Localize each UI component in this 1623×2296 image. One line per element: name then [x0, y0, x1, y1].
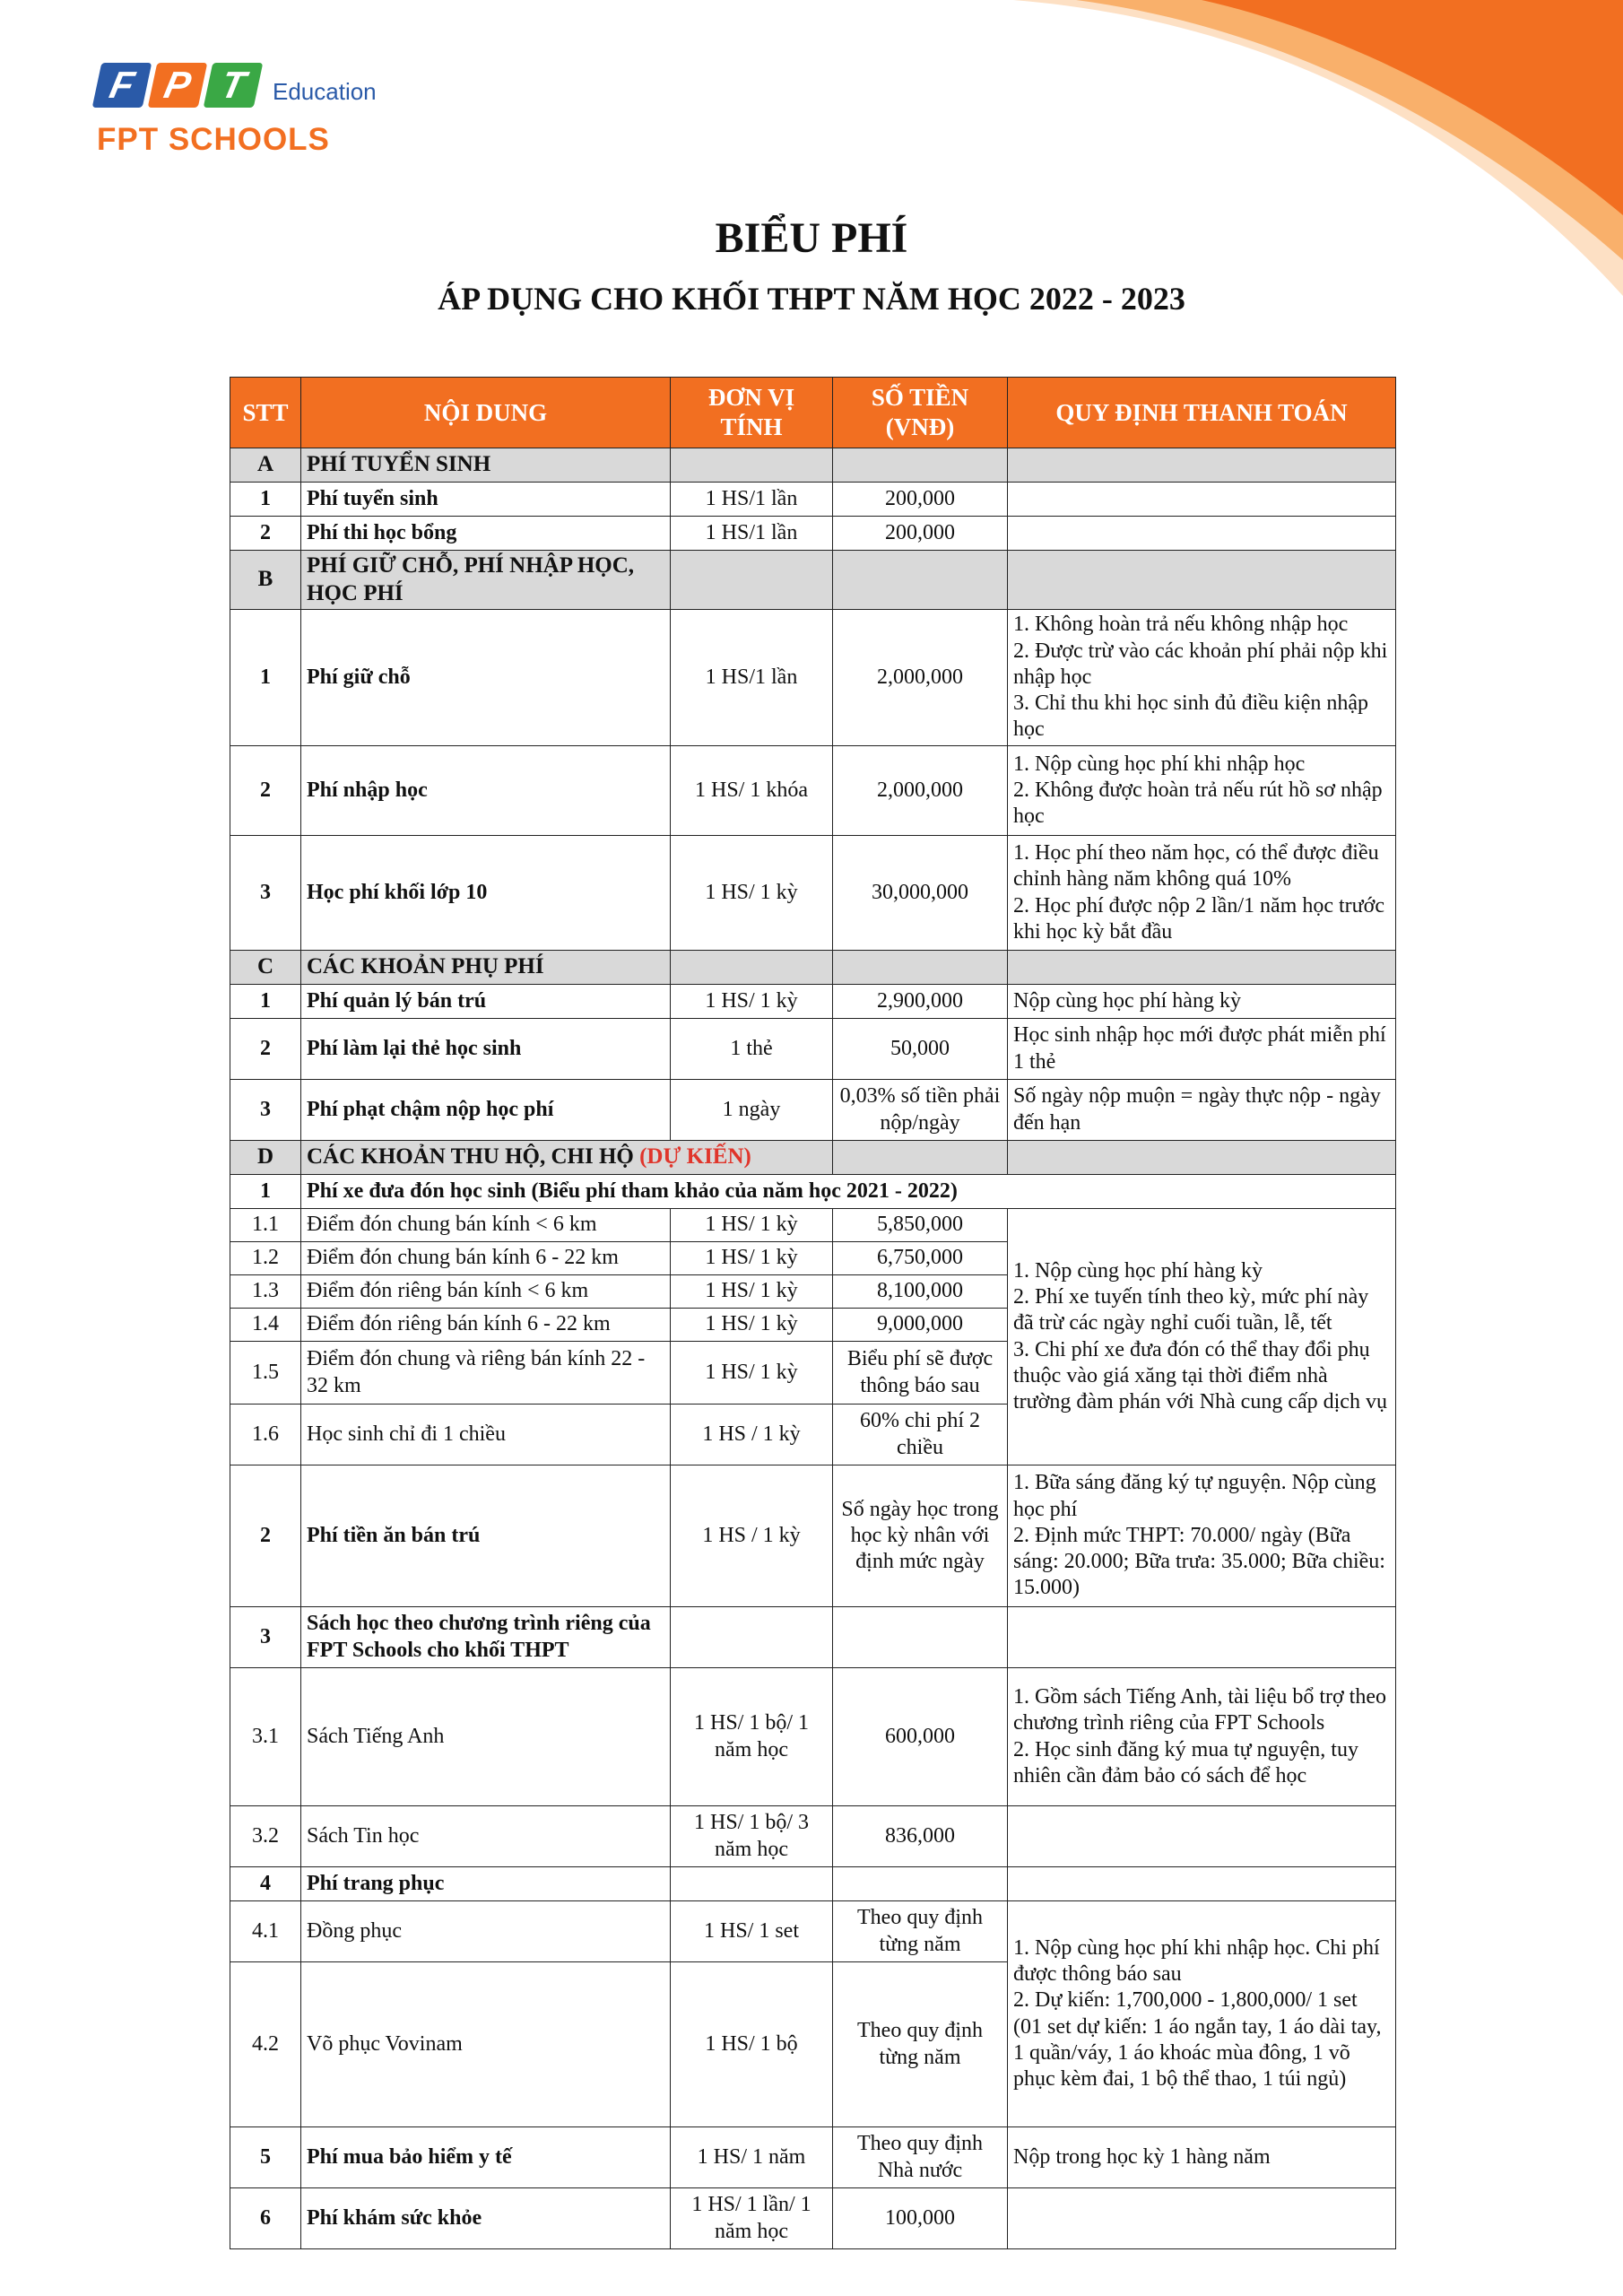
row-name: Sách Tiếng Anh — [301, 1668, 671, 1806]
rule-line: 1. Gồm sách Tiếng Anh, tài liệu bổ trợ theo chương trình riêng của FPT Schools — [1013, 1684, 1387, 1735]
row-stt: 1.1 — [230, 1209, 301, 1242]
rule-line: 2. Học sinh đăng ký mua tự nguyện, tuy nhiên cần đảm bảo có sách để học — [1013, 1737, 1358, 1787]
row-name: Học sinh chỉ đi 1 chiều — [301, 1405, 671, 1465]
row-stt: 4.1 — [230, 1901, 301, 1962]
row-name: Phí phạt chậm nộp học phí — [301, 1080, 671, 1141]
row-amount: 6,750,000 — [833, 1242, 1008, 1275]
logo-letter-t: T — [204, 63, 264, 108]
row-name: Phí làm lại thẻ học sinh — [301, 1019, 671, 1080]
row-rule: Số ngày nộp muộn = ngày thực nộp - ngày đến hạn — [1008, 1080, 1396, 1141]
row-stt: 2 — [230, 1465, 301, 1607]
row-name: Phí trang phục — [301, 1867, 671, 1901]
rule-line: 2. Học phí được nộp 2 lần/1 năm học trước khi học kỳ bắt đầu — [1013, 893, 1384, 944]
section-name: PHÍ GIỮ CHỖ, PHÍ NHẬP HỌC, HỌC PHÍ — [301, 551, 671, 610]
row-rule — [1008, 610, 1396, 746]
row-unit: 1 HS/1 lần — [671, 610, 833, 746]
row-unit: 1 HS/ 1 kỳ — [671, 1209, 833, 1242]
section-name: CÁC KHOẢN PHỤ PHÍ — [301, 951, 671, 985]
section-name — [301, 1141, 833, 1175]
table-row — [230, 836, 1396, 951]
row-name: Điểm đón riêng bán kính 6 - 22 km — [301, 1309, 671, 1342]
rule-line: 1. Nộp cùng học phí hàng kỳ — [1013, 1258, 1263, 1283]
rule-line: 1. Học phí theo năm học, có thể được điều chỉnh hàng năm không quá 10% — [1013, 840, 1379, 891]
row-amount: 5,850,000 — [833, 1209, 1008, 1242]
row-unit: 1 HS / 1 kỳ — [671, 1465, 833, 1607]
row-unit: 1 HS/ 1 kỳ — [671, 1309, 833, 1342]
row-name: Phí quản lý bán trú — [301, 985, 671, 1019]
row-amount: 9,000,000 — [833, 1309, 1008, 1342]
table-row — [230, 1867, 1396, 1901]
row-unit: 1 ngày — [671, 1080, 833, 1141]
table-row — [230, 483, 1396, 517]
row-name: Võ phục Vovinam — [301, 1962, 671, 2127]
table-header-row — [230, 378, 1396, 448]
row-stt: 3.1 — [230, 1668, 301, 1806]
row-name: Phí thi học bổng — [301, 517, 671, 551]
row-name: Phí mua bảo hiểm y tế — [301, 2127, 671, 2188]
row-name: Điểm đón chung bán kính < 6 km — [301, 1209, 671, 1242]
row-stt: 1.5 — [230, 1342, 301, 1405]
corner-decoration — [0, 0, 1623, 377]
section-stt: B — [230, 551, 301, 610]
table-row — [230, 1607, 1396, 1668]
row-amount: 30,000,000 — [833, 836, 1008, 951]
row-amount: 50,000 — [833, 1019, 1008, 1080]
rule-line: 1. Nộp cùng học phí khi nhập học — [1013, 752, 1306, 776]
row-stt: 1 — [230, 985, 301, 1019]
row-stt: 2 — [230, 746, 301, 836]
rule-line: 1. Không hoàn trả nếu không nhập học — [1013, 613, 1349, 637]
row-amount: 2,900,000 — [833, 985, 1008, 1019]
logo-schools: FPT SCHOOLS — [97, 122, 330, 157]
row-unit: 1 HS/ 1 bộ/ 3 năm học — [671, 1806, 833, 1867]
table-row — [230, 1019, 1396, 1080]
row-rule: Nộp cùng học phí hàng kỳ — [1008, 985, 1396, 1019]
row-rule — [1008, 746, 1396, 836]
row-stt: 3 — [230, 836, 301, 951]
row-unit: 1 HS/ 1 kỳ — [671, 1242, 833, 1275]
section-stt: A — [230, 448, 301, 483]
row-amount: 2,000,000 — [833, 610, 1008, 746]
row-unit: 1 HS/ 1 năm — [671, 2127, 833, 2188]
row-stt: 4.2 — [230, 1962, 301, 2127]
row-amount: Số ngày học trong học kỳ nhân với định mức ngày — [833, 1465, 1008, 1607]
row-stt: 3 — [230, 1607, 301, 1668]
section-b-row — [230, 551, 1396, 610]
row-name: Phí nhập học — [301, 746, 671, 836]
row-amount: 836,000 — [833, 1806, 1008, 1867]
row-name: Học phí khối lớp 10 — [301, 836, 671, 951]
row-unit: 1 HS/1 lần — [671, 483, 833, 517]
row-rule — [1008, 517, 1396, 551]
fpt-logo — [97, 63, 377, 158]
section-stt: C — [230, 951, 301, 985]
section-stt: D — [230, 1141, 301, 1175]
section-tag: (DỰ KIẾN) — [639, 1144, 751, 1170]
section-name: PHÍ TUYỂN SINH — [301, 448, 671, 483]
row-name: Điểm đón chung bán kính 6 - 22 km — [301, 1242, 671, 1275]
row-name: Sách Tin học — [301, 1806, 671, 1867]
table-row — [230, 1465, 1396, 1607]
row-amount: Theo quy định từng năm — [833, 1962, 1008, 2127]
logo-education: Education — [273, 78, 377, 105]
row-unit: 1 HS / 1 kỳ — [671, 1405, 833, 1465]
logo-letter-p: P — [148, 63, 208, 108]
row-amount: 100,000 — [833, 2188, 1008, 2249]
row-amount: 600,000 — [833, 1668, 1008, 1806]
row-stt: 1 — [230, 483, 301, 517]
row-unit: 1 HS/ 1 bộ — [671, 1962, 833, 2127]
table-row — [230, 1080, 1396, 1141]
row-rule — [1008, 836, 1396, 951]
rule-line: 2. Được trừ vào các khoản phí phải nộp khi nhập học — [1013, 639, 1388, 689]
row-unit: 1 HS/ 1 set — [671, 1901, 833, 1962]
header-so-tien: SỐ TIỀN (VNĐ) — [833, 378, 1008, 448]
row-stt: 4 — [230, 1867, 301, 1901]
row-unit: 1 HS/ 1 kỳ — [671, 836, 833, 951]
rule-line: 1. Bữa sáng đăng ký tự nguyện. Nộp cùng học phí — [1013, 1471, 1376, 1521]
page-title: BIỂU PHÍ — [715, 214, 908, 262]
section-d-row — [230, 1141, 1396, 1175]
row-name: Phí xe đưa đón học sinh (Biểu phí tham khảo của năm học 2021 - 2022) — [301, 1175, 1396, 1209]
page-subtitle: ÁP DỤNG CHO KHỐI THPT NĂM HỌC 2022 - 2023 — [438, 281, 1185, 317]
row-amount: Theo quy định từng năm — [833, 1901, 1008, 1962]
table-row — [230, 1175, 1396, 1209]
row-amount: Theo quy định Nhà nước — [833, 2127, 1008, 2188]
table-row — [230, 1209, 1396, 1242]
rule-line: 2. Không được hoàn trả nếu rút hồ sơ nhập học — [1013, 778, 1383, 829]
row-stt: 5 — [230, 2127, 301, 2188]
row-amount: 60% chi phí 2 chiều — [833, 1405, 1008, 1465]
row-stt: 1.4 — [230, 1309, 301, 1342]
header-don-vi: ĐƠN VỊ TÍNH — [671, 378, 833, 448]
row-unit: 1 HS/ 1 kỳ — [671, 1342, 833, 1405]
row-stt: 1 — [230, 610, 301, 746]
row-unit: 1 HS/1 lần — [671, 517, 833, 551]
table-row — [230, 517, 1396, 551]
row-name: Phí giữ chỗ — [301, 610, 671, 746]
row-stt: 6 — [230, 2188, 301, 2249]
rule-line: 3. Chỉ thu khi học sinh đủ điều kiện nhập học — [1013, 691, 1368, 742]
rule-line: 2. Định mức THPT: 70.000/ ngày (Bữa sáng: 20.000; Bữa trưa: 35.000; Bữa chiều: 15.000) — [1013, 1523, 1385, 1600]
fee-table — [230, 377, 1396, 2249]
table-row — [230, 2127, 1396, 2188]
section-a-row — [230, 448, 1396, 483]
logo-letter-f: F — [92, 63, 152, 108]
table-row — [230, 610, 1396, 746]
row-unit: 1 HS/ 1 kỳ — [671, 1275, 833, 1309]
rule-line: 1. Nộp cùng học phí khi nhập học. Chi phí được thông báo sau — [1013, 1935, 1380, 1986]
row-unit: 1 HS/ 1 kỳ — [671, 985, 833, 1019]
header-quy-dinh: QUY ĐỊNH THANH TOÁN — [1008, 378, 1396, 448]
bus-rule — [1008, 1209, 1396, 1465]
table-row — [230, 2188, 1396, 2249]
row-stt: 2 — [230, 1019, 301, 1080]
row-stt: 1.2 — [230, 1242, 301, 1275]
row-unit: 1 HS/ 1 lần/ 1 năm học — [671, 2188, 833, 2249]
row-stt: 1.6 — [230, 1405, 301, 1465]
row-stt: 2 — [230, 517, 301, 551]
table-row — [230, 985, 1396, 1019]
row-stt: 1 — [230, 1175, 301, 1209]
uniform-rule — [1008, 1901, 1396, 2127]
row-unit: 1 HS/ 1 bộ/ 1 năm học — [671, 1668, 833, 1806]
row-name: Sách học theo chương trình riêng của FPT Schools cho khối THPT — [301, 1607, 671, 1668]
row-amount: 200,000 — [833, 483, 1008, 517]
table-row — [230, 1668, 1396, 1806]
row-stt: 3.2 — [230, 1806, 301, 1867]
row-stt: 1.3 — [230, 1275, 301, 1309]
row-stt: 3 — [230, 1080, 301, 1141]
row-name: Phí khám sức khỏe — [301, 2188, 671, 2249]
header-stt: STT — [230, 378, 301, 448]
row-amount: 0,03% số tiền phải nộp/ngày — [833, 1080, 1008, 1141]
row-amount: Biểu phí sẽ được thông báo sau — [833, 1342, 1008, 1405]
table-row — [230, 746, 1396, 836]
row-amount: 8,100,000 — [833, 1275, 1008, 1309]
row-unit: 1 HS/ 1 khóa — [671, 746, 833, 836]
row-rule — [1008, 1465, 1396, 1607]
table-row — [230, 1806, 1396, 1867]
row-rule — [1008, 483, 1396, 517]
row-name: Đồng phục — [301, 1901, 671, 1962]
rule-line: 2. Dự kiến: 1,700,000 - 1,800,000/ 1 set (01 set dự kiến: 1 áo ngắn tay, 1 áo dài tay, 1 quần/váy, 1 áo khoác mùa đông, 1 võ phục kèm đai, 1 bộ thể thao, 1 túi ngủ) — [1013, 1988, 1382, 2092]
row-name: Phí tuyển sinh — [301, 483, 671, 517]
row-rule: Học sinh nhập học mới được phát miễn phí 1 thẻ — [1008, 1019, 1396, 1080]
row-amount: 200,000 — [833, 517, 1008, 551]
row-name: Điểm đón chung và riêng bán kính 22 - 32 km — [301, 1342, 671, 1405]
row-rule — [1008, 1668, 1396, 1806]
row-amount: 2,000,000 — [833, 746, 1008, 836]
row-name: Điểm đón riêng bán kính < 6 km — [301, 1275, 671, 1309]
rule-line: 2. Phí xe tuyến tính theo kỳ, mức phí này đã trừ các ngày nghỉ cuối tuần, lễ, tết — [1013, 1284, 1369, 1335]
rule-line: 3. Chi phí xe đưa đón có thể thay đổi phụ thuộc vào giá xăng tại thời điểm nhà trường đàm phán với Nhà cung cấp dịch vụ — [1013, 1337, 1387, 1414]
section-c-row — [230, 951, 1396, 985]
row-unit: 1 thẻ — [671, 1019, 833, 1080]
row-rule: Nộp trong học kỳ 1 hàng năm — [1008, 2127, 1396, 2188]
section-name-text: CÁC KHOẢN THU HỘ, CHI HỘ — [307, 1144, 634, 1170]
header-noi-dung: NỘI DUNG — [301, 378, 671, 448]
table-row — [230, 1901, 1396, 1962]
row-name: Phí tiền ăn bán trú — [301, 1465, 671, 1607]
